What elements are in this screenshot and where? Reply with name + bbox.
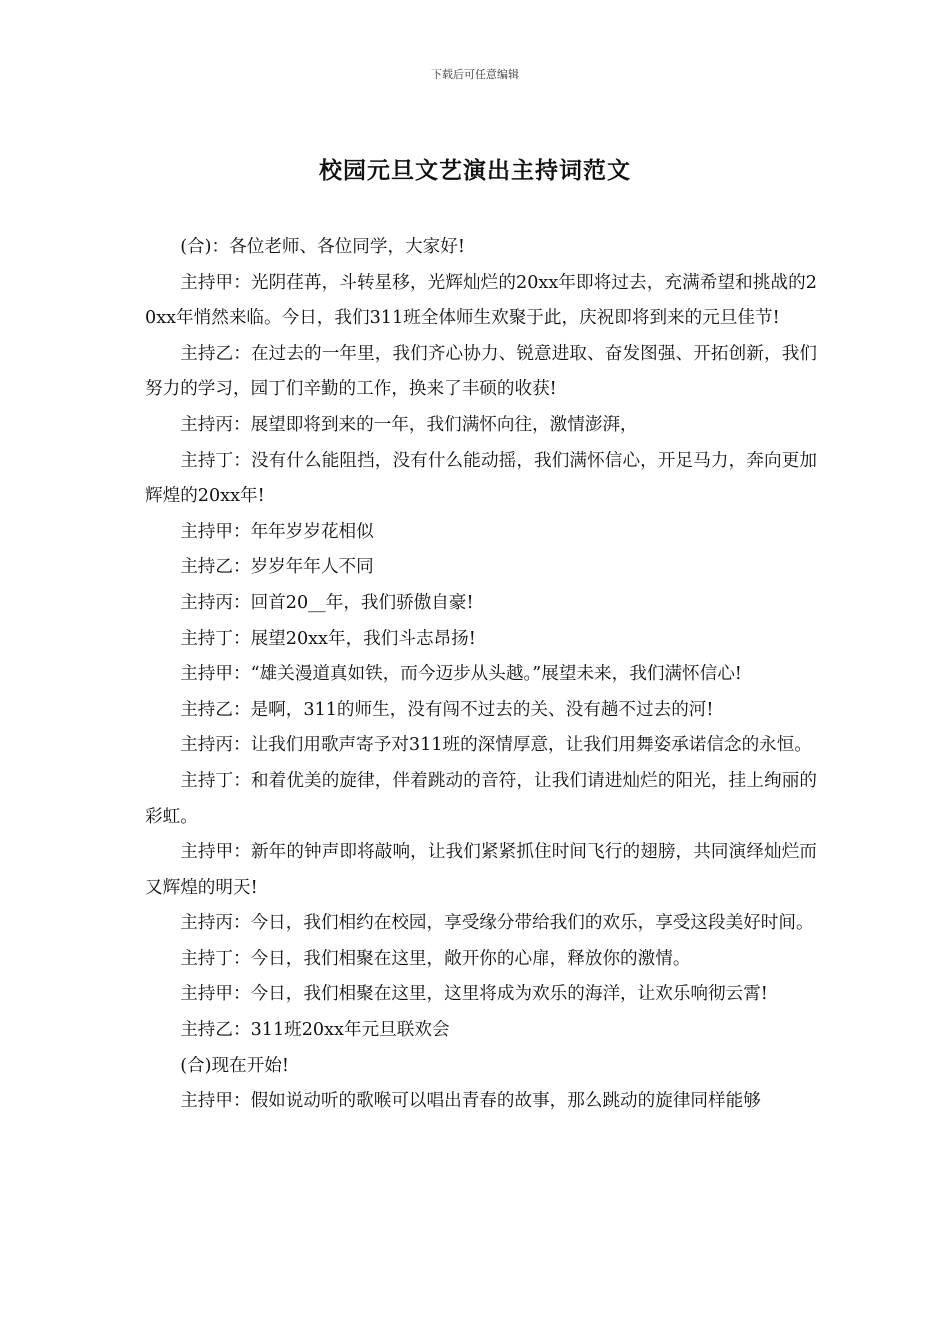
paragraph: 主持丙：展望即将到来的一年，我们满怀向往，激情澎湃， [180,414,638,435]
paragraph: 主持甲：今日，我们相聚在这里，这里将成为欢乐的海洋，让欢乐响彻云霄! [180,984,768,1005]
paragraph: (合)现在开始! [180,1055,289,1076]
page-title: 校园元旦文艺演出主持词范文 [319,157,631,184]
paragraph: 主持甲：光阴荏苒，斗转星移，光辉灿烂的20xx年即将过去，充满希望和挑战的20xx年悄然来临。今日，我们311班全体师生欢聚于此，庆祝即将到来的元旦佳节! [145,272,817,329]
paragraph: 主持乙：岁岁年年人不同 [180,557,374,578]
paragraph: 主持甲：新年的钟声即将敲响，让我们紧紧抓住时间飞行的翅膀，共同演绎灿烂而又辉煌的明天! [145,842,817,898]
document-body [145,230,817,1120]
header-note: 下载后可任意编辑 [431,68,519,81]
paragraph: 主持乙：是啊，311的师生，没有闯不过去的关、没有趟不过去的河! [180,699,714,720]
paragraph: 主持丙：回首20__年，我们骄傲自豪! [180,592,474,613]
paragraph: 主持丁：今日，我们相聚在这里，敞开你的心扉，释放你的激情。 [180,948,691,969]
paragraph: 主持乙：311班20xx年元旦联欢会 [180,1020,450,1041]
paragraph: 主持乙：在过去的一年里，我们齐心协力、锐意进取、奋发图强、开拓创新，我们努力的学习，园丁们辛勤的工作，换来了丰硕的收获! [145,343,817,400]
paragraph: 主持丁：展望20xx年，我们斗志昂扬! [180,628,476,649]
paragraph: 主持丙：今日，我们相约在校园，享受缘分带给我们的欢乐，享受这段美好时间。 [180,913,814,934]
paragraph: 主持丁：和着优美的旋律，伴着跳动的音符，让我们请进灿烂的阳光，挂上绚丽的彩虹。 [145,770,817,827]
paragraph: 主持丁：没有什么能阻挡，没有什么能动摇，我们满怀信心，开足马力，奔向更加辉煌的20xx年! [145,450,817,507]
paragraph: 主持甲：假如说动听的歌喉可以唱出青春的故事，那么跳动的旋律同样能够 [180,1091,761,1112]
paragraph: 主持甲：年年岁岁花相似 [180,521,374,542]
paragraph: 主持丙：让我们用歌声寄予对311班的深情厚意，让我们用舞姿承诺信念的永恒。 [180,735,812,756]
paragraph: 主持甲：“雄关漫道真如铁，而今迈步从头越。”展望未来，我们满怀信心! [180,664,742,685]
paragraph: (合)：各位老师、各位同学，大家好! [180,237,465,257]
